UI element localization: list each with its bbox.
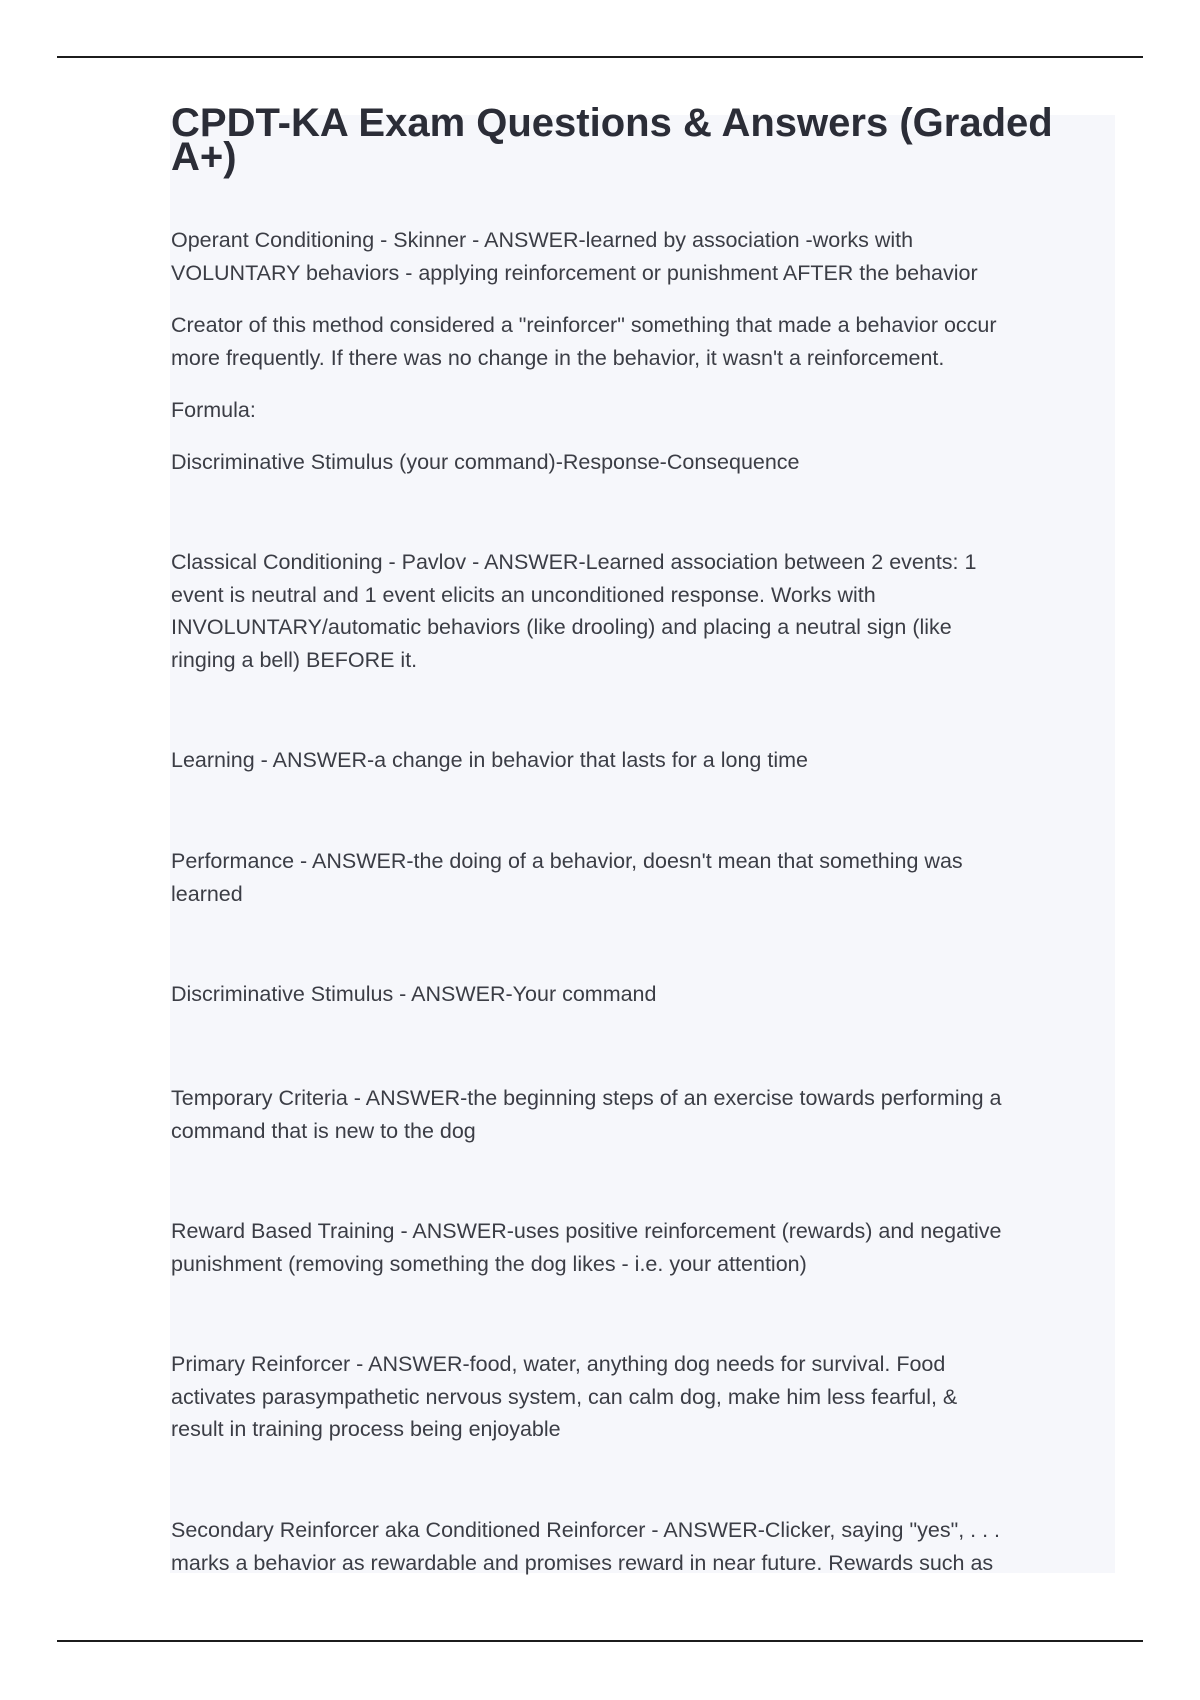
paragraph-operant-conditioning: Operant Conditioning - Skinner - ANSWER-learned by association -works with VOLUNTARY behaviors - applying reinforcement or punishment AFTER the behavior	[171, 228, 978, 285]
paragraph-primary-reinforcer: Primary Reinforcer - ANSWER-food, water, anything dog needs for survival. Food activates parasympathetic nervous system, can calm dog, make him less fearful, & result in training process being enjoyable	[171, 1352, 958, 1441]
paragraph-formula-label: Formula:	[171, 398, 256, 422]
paragraph-learning: Learning - ANSWER-a change in behavior that lasts for a long time	[171, 748, 808, 772]
paragraph-classical-conditioning: Classical Conditioning - Pavlov - ANSWER-Learned association between 2 events: 1 event is neutral and 1 event elicits an unconditioned response. Works with INVOLUNTARY/automatic behaviors (like drooling) and placing a neutral sign (like ringing a bell) BEFORE it.	[171, 550, 977, 672]
document-title: CPDT-KA Exam Questions & Answers (Graded A+)	[171, 101, 1053, 179]
paragraph-discriminative-stimulus: Discriminative Stimulus - ANSWER-Your command	[171, 982, 657, 1006]
paragraph-reinforcer-definition: Creator of this method considered a "reinforcer" something that made a behavior occur more frequently. If there was no change in the behavior, it wasn't a reinforcement.	[171, 313, 997, 370]
paragraph-formula: Discriminative Stimulus (your command)-Response-Consequence	[171, 450, 800, 474]
paragraph-performance: Performance - ANSWER-the doing of a behavior, doesn't mean that something was learned	[171, 849, 963, 906]
paragraph-temporary-criteria: Temporary Criteria - ANSWER-the beginning steps of an exercise towards performing a command that is new to the dog	[171, 1086, 1002, 1143]
footer-rule	[57, 1640, 1143, 1642]
paragraph-secondary-reinforcer: Secondary Reinforcer aka Conditioned Reinforcer - ANSWER-Clicker, saying "yes", . . . marks a behavior as rewardable and promises reward in near future. Rewards such as	[171, 1518, 1001, 1575]
paragraph-reward-based-training: Reward Based Training - ANSWER-uses positive reinforcement (rewards) and negative punishment (removing something the dog likes - i.e. your attention)	[171, 1219, 1002, 1276]
header-rule	[57, 56, 1143, 58]
